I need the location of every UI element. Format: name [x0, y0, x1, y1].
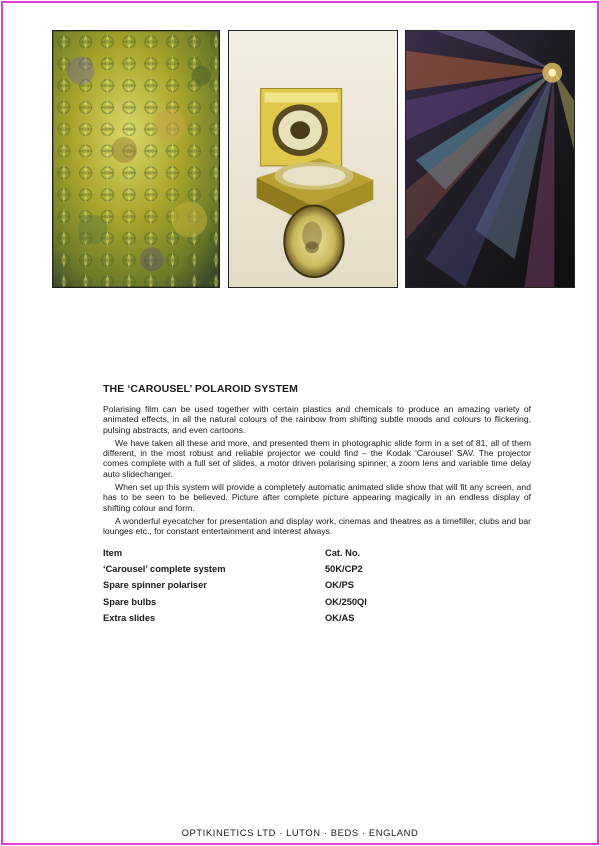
catalogue-table [103, 545, 433, 626]
cat-no: OK/PS [325, 580, 354, 591]
paragraph-setup: When set up this system will provide a completely automatic animated slide show that will fit any screen, and has to be seen to be believed. Picture after complete picture appearing magically in an endless display of shifting colour and form. [103, 482, 531, 513]
item-name: Spare spinner polariser [103, 580, 207, 591]
column-header-item: Item [103, 548, 123, 559]
table-row [103, 594, 433, 610]
table-row [103, 561, 433, 577]
cat-no: 50K/CP2 [325, 564, 363, 575]
paragraph-uses: A wonderful eyecatcher for presentation and display work, cinemas and theatres as a timefiller, clubs and bar lounges etc., for constant entertainment and interest always. [103, 515, 531, 537]
table-header-row [103, 545, 433, 561]
company-footer: OPTIKINETICS LTD · LUTON · BEDS · ENGLAND [181, 827, 419, 838]
polarised-crystal-pattern-photo [52, 30, 220, 288]
item-name: Extra slides [103, 612, 156, 623]
article-heading: THE ‘CAROUSEL’ POLAROID SYSTEM [103, 383, 298, 395]
item-name: ‘Carousel’ complete system [103, 564, 226, 575]
cat-no: OK/250QI [325, 596, 367, 607]
table-row [103, 577, 433, 593]
column-header-cat-no: Cat. No. [325, 548, 361, 559]
article-body [103, 383, 531, 540]
item-name: Spare bulbs [103, 596, 157, 607]
polarised-light-rays-photo [405, 30, 575, 288]
carousel-projector-photo [228, 30, 398, 288]
table-row [103, 610, 433, 626]
paragraph-intro: Polarising film can be used together with certain plastics and chemicals to produce an amazing variety of animated effects, in all the natural colours of the rainbow from shifting subtle moods and colours to flickering, pulsing abstracts, and even cartoons. [103, 404, 531, 435]
cat-no: OK/AS [325, 612, 355, 623]
paragraph-slides: We have taken all these and more, and presented them in photographic slide form in a set of 81, all of them different, in the most robust and reliable projector we could find – the Kodak ‘Carousel’ SAV. The projector comes complete with a full set of slides, a motor driven polarising spinner, a zoom lens and variable time delay auto slidechanger. [103, 437, 531, 479]
